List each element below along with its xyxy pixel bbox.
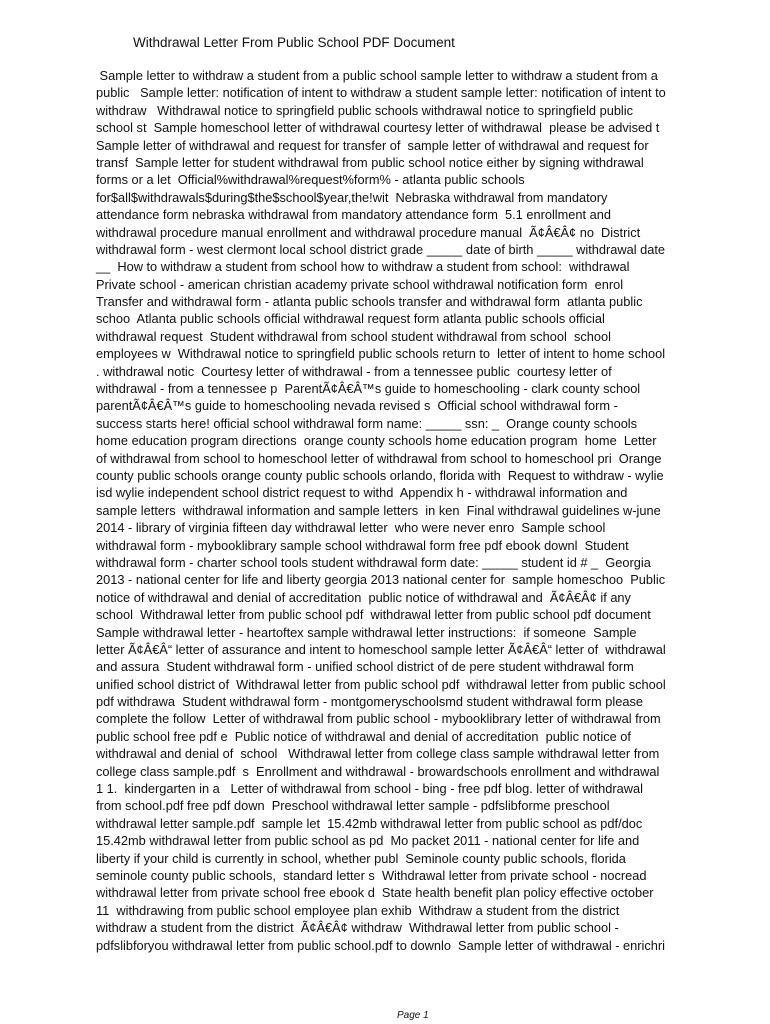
body-text-line: forms or a let Official%withdrawal%request%form% - atlanta public schools [96,172,525,188]
body-text-line: . withdrawal notic Courtesy letter of withdrawal - from a tennessee public courtesy letter of [96,363,612,379]
body-text-line: 1 1. kindergarten in a Letter of withdrawal from school - bing - free pdf blog. letter of withdrawal [96,781,643,797]
body-text-line: withdrawal procedure manual enrollment and withdrawal procedure manual Ã¢Â€Â¢ no District [96,224,641,240]
body-text-line: withdraw a student from the district Ã¢Â€Â¢ withdraw Withdrawal letter from public school - [96,920,619,936]
body-text-line: letter Ã¢Â€Â“ letter of assurance and intent to homeschool sample letter Ã¢Â€Â“ letter of withdrawal [96,641,666,657]
body-text-line: school Withdrawal letter from public school pdf withdrawal letter from public school pdf document [96,607,651,623]
body-text-line: 15.42mb withdrawal letter from public school as pd Mo packet 2011 - national center for life and [96,833,640,849]
body-text-line: 2014 - library of virginia fifteen day withdrawal letter who were never enro Sample school [96,520,606,536]
body-text-line: unified school district of Withdrawal letter from public school pdf withdrawal letter from public school [96,676,666,692]
body-text-line: withdrawal form - west clermont local school district grade _____ date of birth _____ withdrawal date [96,241,666,257]
body-text-line: Sample letter to withdraw a student from a public school sample letter to withdraw a student from a [96,68,658,83]
body-text-line: notice of withdrawal and denial of accreditation public notice of withdrawal and Ã¢Â€Â¢ if any [96,589,631,605]
body-text-line: Transfer and withdrawal form - atlanta public schools transfer and withdrawal form atlanta public [96,294,643,310]
body-text-line: __ How to withdraw a student from school how to withdraw a student from school: withdrawal [96,259,630,275]
body-text-line: school st Sample homeschool letter of withdrawal courtesy letter of withdrawal please be advised t [96,120,660,136]
body-text-line: pdfslibforyou withdrawal letter from public school.pdf to downlo Sample letter of withdrawal - enrichri [96,937,666,953]
body-text-line: withdrawal form - mybooklibrary sample school withdrawal form free pdf ebook downl Student [96,537,629,553]
body-text-line: Private school - american christian academy private school withdrawal notification form enrol [96,276,624,292]
document-title: Withdrawal Letter From Public School PDF Document [133,35,455,50]
body-text-line: withdrawal letter sample.pdf sample let 15.42mb withdrawal letter from public school as pdf/doc [96,815,643,831]
body-text-line: and assura Student withdrawal form - unified school district of de pere student withdrawal form [96,659,634,675]
body-text-line: Sample withdrawal letter - heartoftex sample withdrawal letter instructions: if someone Sample [96,624,637,640]
body-text-line: schoo Atlanta public schools official withdrawal request form atlanta public schools official [96,311,605,327]
body-text-line: withdrawal request Student withdrawal from school student withdrawal from school school [96,328,611,344]
body-text-line: for$all$withdrawals$during$the$school$year,the!wit Nebraska withdrawal from mandatory [96,189,608,205]
body-text-line: public school free pdf e Public notice of withdrawal and denial of accreditation public notice of [96,728,631,744]
body-text-line: from school.pdf free pdf down Preschool withdrawal letter sample - pdfslibforme preschool [96,798,610,814]
body-text-line: college class sample.pdf s Enrollment and withdrawal - browardschools enrollment and withdrawal [96,763,660,779]
body-text-line: home education program directions orange county schools home education program home Letter [96,433,657,449]
body-text-line: isd wylie independent school district request to withd Appendix h - withdrawal information and [96,485,628,501]
body-text-line: success starts here! official school withdrawal form name: _____ ssn: _ Orange county schools [96,415,638,431]
document-body [96,67,746,954]
body-text-line: withdraw Withdrawal notice to springfield public schools withdrawal notice to springfield public [96,102,634,118]
page-number: Page 1 [397,1010,429,1021]
body-text-line: transf Sample letter for student withdrawal from public school notice either by signing withdrawal [96,154,644,170]
body-text-line: seminole county public schools, standard letter s Withdrawal letter from private school - nocread [96,867,647,883]
body-text-line: of withdrawal from school to homeschool letter of withdrawal from school to homeschool pri Orange [96,450,662,466]
body-text-line: withdrawal and denial of school Withdrawal letter from college class sample withdrawal letter from [96,746,660,762]
body-text-line: withdrawal - from a tennessee p ParentÃ¢Â€Â™s guide to homeschooling - clark county school [96,381,641,397]
body-text-line: 11 withdrawing from public school employee plan exhib Withdraw a student from the district [96,902,620,918]
body-text-line: employees w Withdrawal notice to springfield public schools return to letter of intent to home school [96,346,666,362]
body-text-line: withdrawal form - charter school tools student withdrawal form date: _____ student id # _ Georgia [96,554,651,570]
body-text-line: sample letters withdrawal information and sample letters in ken Final withdrawal guidelines w-june [96,502,661,518]
body-text-line: withdrawal letter from private school free ebook d State health benefit plan policy effective october [96,885,654,901]
body-text-line: Sample letter of withdrawal and request for transfer of sample letter of withdrawal and request for [96,137,649,153]
body-text-line: complete the follow Letter of withdrawal from public school - mybooklibrary letter of withdrawal from [96,711,661,727]
body-text-line: public Sample letter: notification of intent to withdraw a student sample letter: notification of intent to [96,85,666,101]
body-text-line: attendance form nebraska withdrawal from mandatory attendance form 5.1 enrollment and [96,207,611,223]
body-text-line: liberty if your child is currently in school, whether publ Seminole county public schools, florida [96,850,626,866]
body-text-line: county public schools orange county public schools orlando, florida with Request to withdraw - wylie [96,467,664,483]
body-text-line: 2013 - national center for life and liberty georgia 2013 national center for sample homeschoo Public [96,572,666,588]
body-text-line: pdf withdrawa Student withdrawal form - montgomeryschoolsmd student withdrawal form please [96,694,643,710]
body-text-line: parentÃ¢Â€Â™s guide to homeschooling nevada revised s Official school withdrawal form - [96,398,618,414]
